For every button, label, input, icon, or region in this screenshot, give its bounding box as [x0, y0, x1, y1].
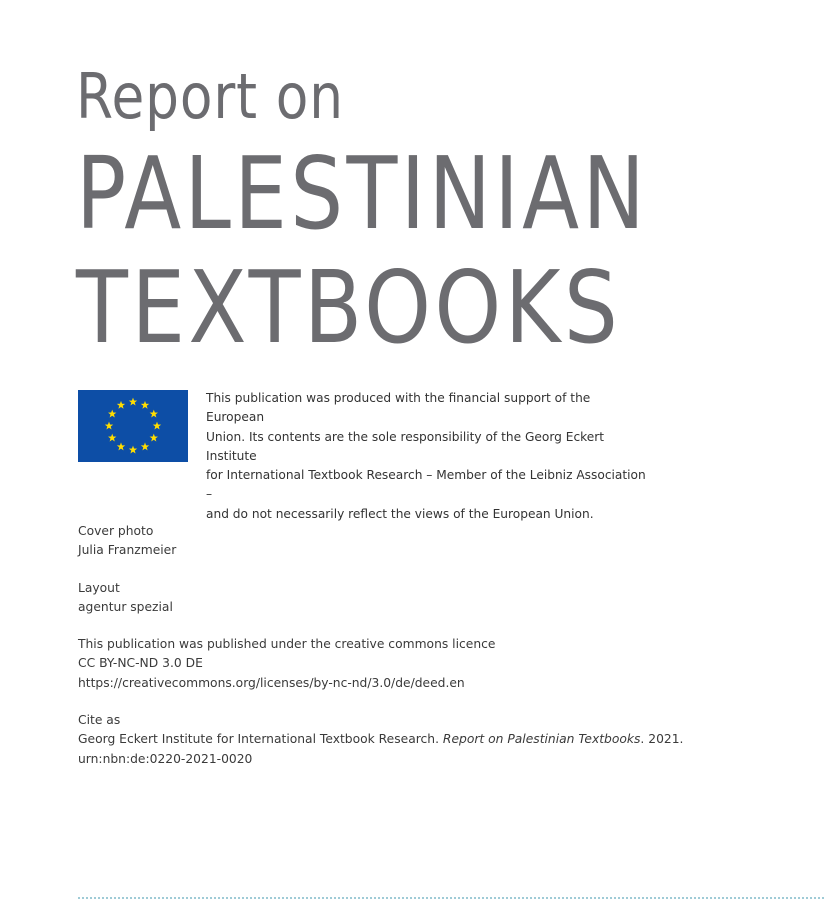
licence-url[interactable]: https://creativecommons.org/licenses/by-nc-nd/3.0/de/deed.en: [78, 675, 465, 690]
cover-photo-credit: [78, 522, 698, 561]
title-line-2: PALESTINIAN: [76, 135, 649, 252]
credits-section: [78, 522, 698, 787]
eu-funding-notice: [78, 389, 658, 521]
cover-photo-value: Julia Franzmeier: [78, 543, 177, 558]
cover-photo-label: Cover photo: [78, 524, 154, 538]
licence-credit: [78, 635, 698, 693]
licence-text: This publication was published under the creative commons licence: [78, 637, 496, 652]
eu-flag-icon: [78, 390, 188, 462]
licence-name: CC BY-NC-ND 3.0 DE: [78, 656, 203, 671]
cite-urn: urn:nbn:de:0220-2021-0020: [78, 751, 253, 766]
cite-suffix: . 2021.: [640, 732, 684, 747]
citation: [78, 711, 698, 769]
layout-credit: [78, 579, 698, 618]
title-line-1: Report on: [76, 60, 344, 133]
cite-label: Cite as: [78, 713, 121, 728]
cite-text: [78, 730, 698, 749]
title-line-3: TEXTBOOKS: [76, 249, 622, 366]
eu-disclaimer-text: This publication was produced with the financial support of the European Union. Its contents are the sole responsibility of the Georg Eckert Institute for International Textbook Research – Member of the Leibniz Association – and do not necessarily reflect the views of the European Union.: [206, 391, 646, 521]
layout-label: Layout: [78, 580, 120, 595]
footer-dotted-rule: [78, 897, 824, 899]
cite-title: Report on Palestinian Textbooks: [442, 732, 641, 747]
cite-prefix: Georg Eckert Institute for International Textbook Research.: [78, 732, 443, 747]
layout-value: agentur spezial: [78, 599, 173, 614]
